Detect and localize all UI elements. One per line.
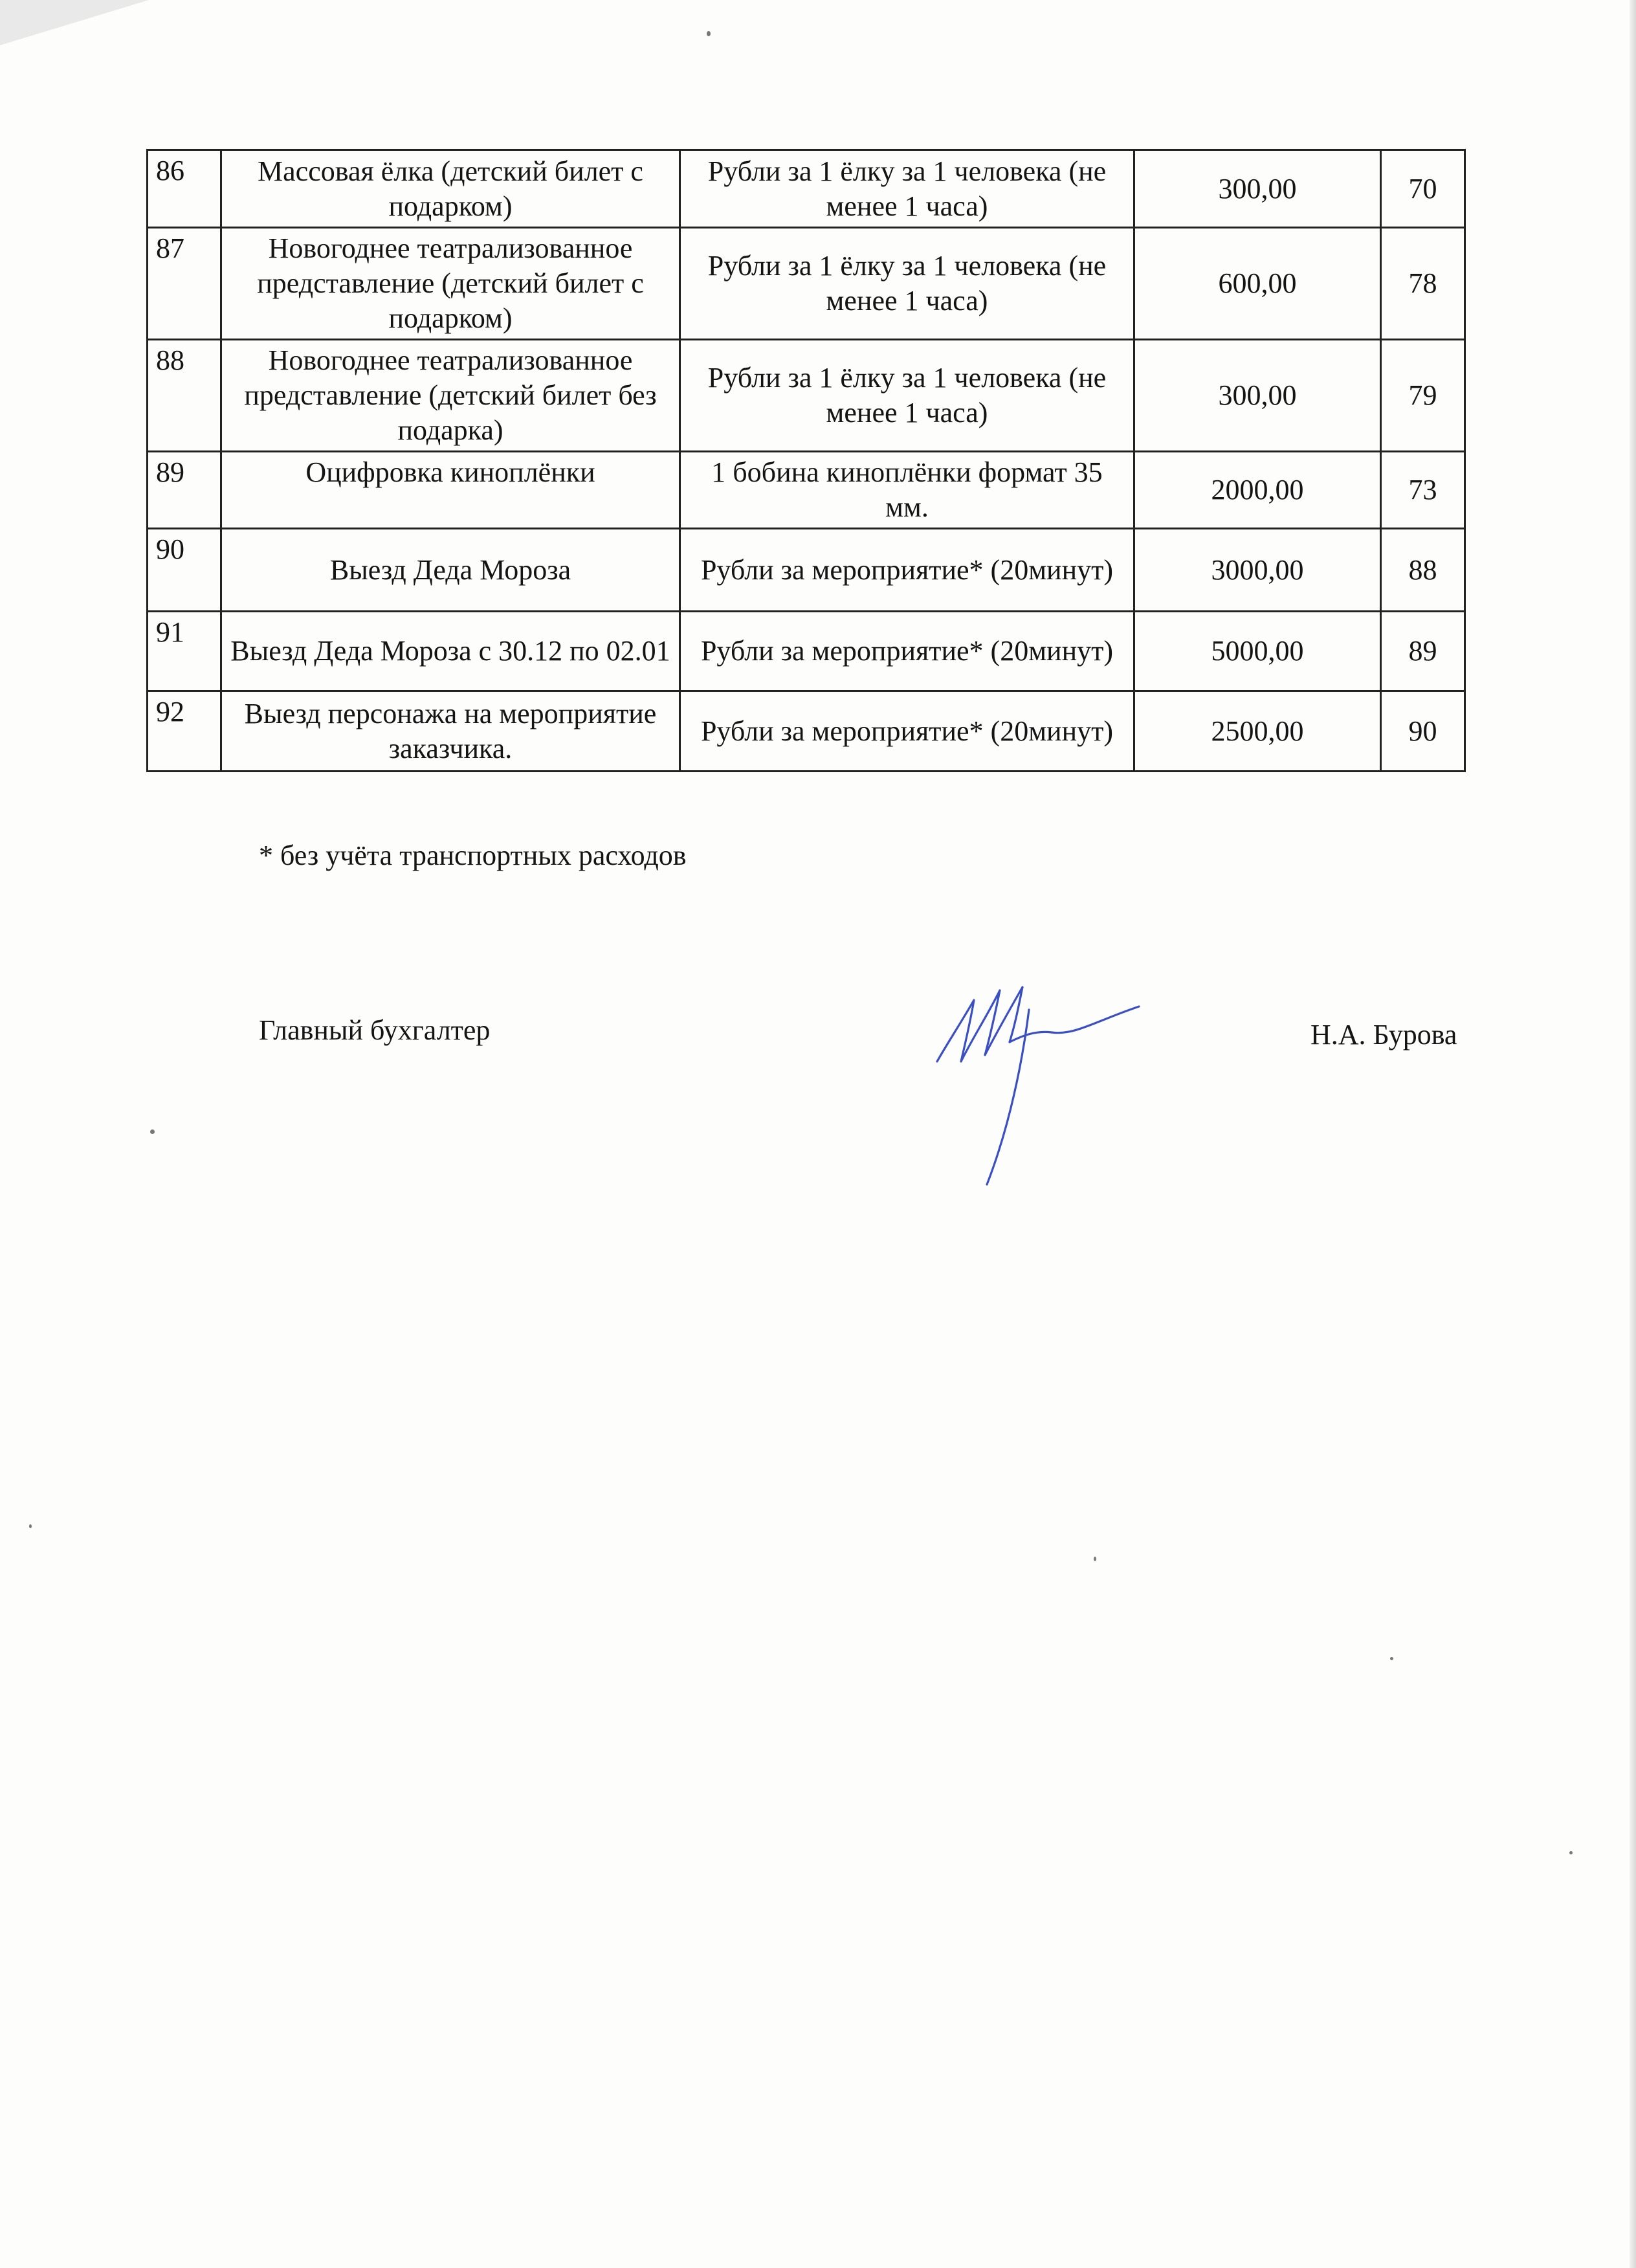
scan-speck [150,1129,155,1134]
scan-speck [1569,1851,1573,1854]
unit-of-measure: Рубли за 1 ёлку за 1 человека (не менее 1 часа) [680,150,1134,228]
table-row [148,452,1465,529]
table-row [148,529,1465,612]
row-number: 86 [148,150,221,228]
table-row [148,612,1465,691]
scan-speck [1390,1657,1393,1660]
table-row [148,150,1465,228]
row-number: 91 [148,612,221,691]
scan-speck [707,31,711,36]
row-number: 88 [148,340,221,452]
unit-of-measure: Рубли за мероприятие* (20минут) [680,612,1134,691]
code-value: 90 [1381,691,1465,772]
price-table-body [148,150,1465,772]
code-value: 73 [1381,452,1465,529]
row-number: 89 [148,452,221,529]
unit-of-measure: 1 бобина киноплёнки формат 35 мм. [680,452,1134,529]
code-value: 89 [1381,612,1465,691]
service-name: Массовая ёлка (детский билет с подарком) [221,150,680,228]
row-number: 87 [148,228,221,340]
row-number: 90 [148,529,221,612]
service-name: Выезд персонажа на мероприятие заказчика. [221,691,680,772]
service-name: Новогоднее театрализованное представление (детский билет без подарка) [221,340,680,452]
scan-speck [1094,1557,1096,1561]
price-value: 2000,00 [1134,452,1381,529]
price-value: 2500,00 [1134,691,1381,772]
scan-edge-shadow [1630,0,1636,2268]
price-value: 3000,00 [1134,529,1381,612]
table-row [148,691,1465,772]
signer-name: Н.А. Бурова [1310,1019,1457,1051]
price-table [146,149,1466,772]
service-name: Выезд Деда Мороза с 30.12 по 02.01 [221,612,680,691]
price-value: 600,00 [1134,228,1381,340]
service-name: Оцифровка киноплёнки [221,452,680,529]
unit-of-measure: Рубли за 1 ёлку за 1 человека (не менее 1 часа) [680,228,1134,340]
row-number: 92 [148,691,221,772]
table-row [148,340,1465,452]
unit-of-measure: Рубли за мероприятие* (20минут) [680,529,1134,612]
scan-fold-corner [0,0,149,45]
code-value: 88 [1381,529,1465,612]
code-value: 78 [1381,228,1465,340]
table-row [148,228,1465,340]
footnote: * без учёта транспортных расходов [259,839,687,871]
unit-of-measure: Рубли за 1 ёлку за 1 человека (не менее 1 часа) [680,340,1134,452]
scan-speck [29,1524,32,1528]
unit-of-measure: Рубли за мероприятие* (20минут) [680,691,1134,772]
service-name: Выезд Деда Мороза [221,529,680,612]
code-value: 70 [1381,150,1465,228]
price-value: 5000,00 [1134,612,1381,691]
price-value: 300,00 [1134,150,1381,228]
signer-title: Главный бухгалтер [259,1014,491,1046]
handwritten-signature [925,971,1145,1204]
price-value: 300,00 [1134,340,1381,452]
code-value: 79 [1381,340,1465,452]
service-name: Новогоднее театрализованное представление (детский билет с подарком) [221,228,680,340]
